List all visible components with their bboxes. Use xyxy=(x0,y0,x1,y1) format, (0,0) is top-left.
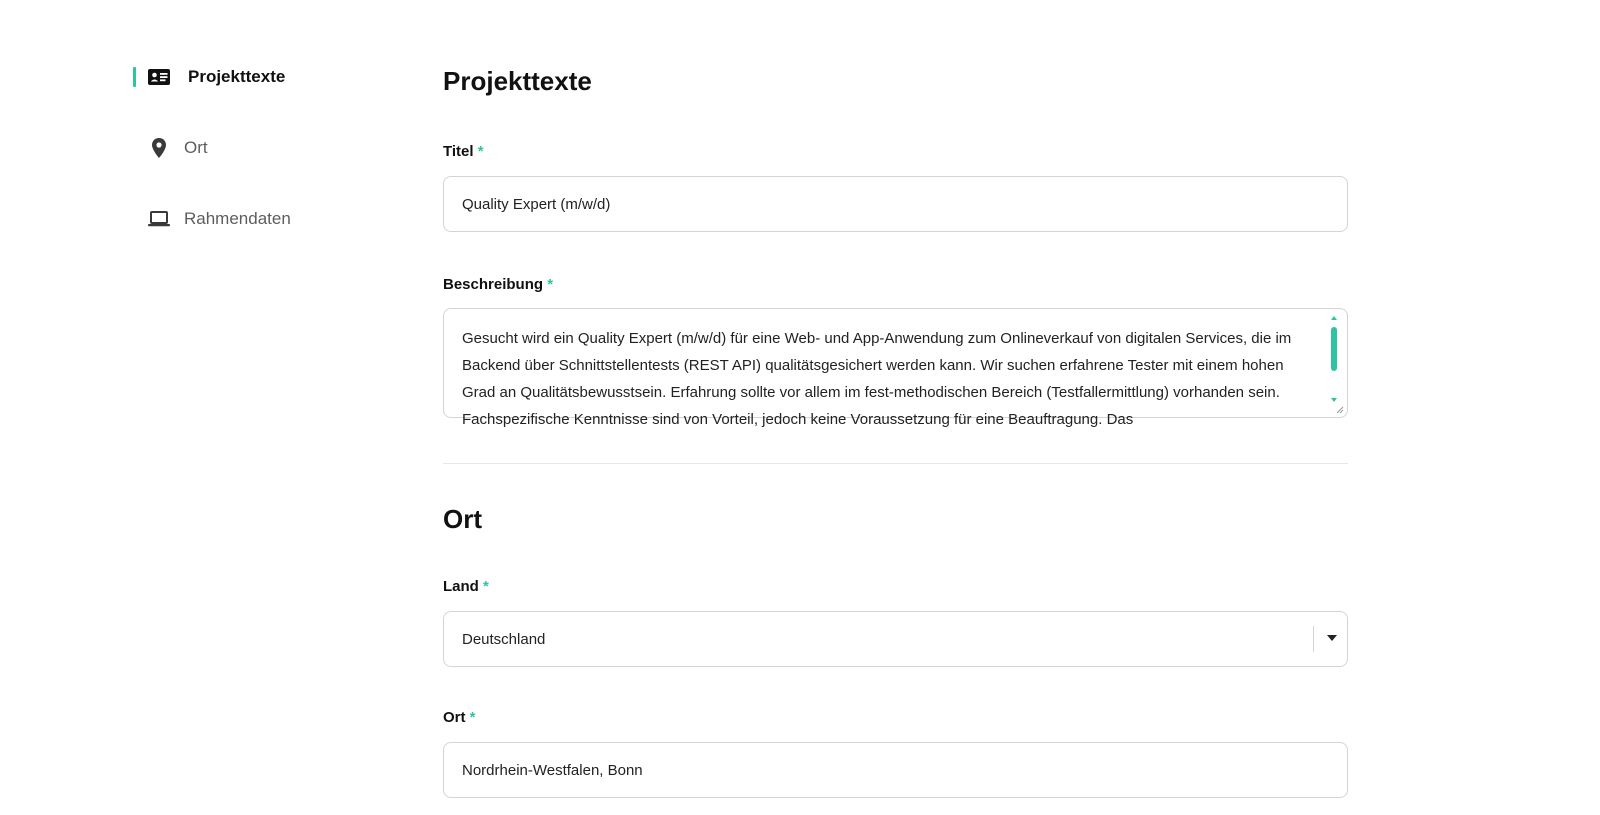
nav-item-ort[interactable] xyxy=(133,131,373,165)
land-label xyxy=(443,578,489,595)
required-mark: * xyxy=(469,709,476,726)
beschreibung-textarea-value: Gesucht wird ein Quality Expert (m/w/d) für eine Web- und App-Anwendung zum Onlineverkauf von digitalen Services, die im Backend über Schnittstellentests (REST API) qualitätsgesichert werden kann. Wir suchen erfahrene Tester mit einem hohen Grad an Qualitätsbewusstsein. Erfahrung sollte vor allem im fest-methodischen Bereich (Testfallermittlung) vorhanden sein. Fachspezifische Kenntnisse sind von Vorteil, jedoch keine Voraussetzung für eine Beauftragung. Das xyxy=(462,330,1292,428)
beschreibung-label xyxy=(443,276,553,293)
titel-input[interactable] xyxy=(443,176,1348,232)
chevron-down-icon[interactable] xyxy=(1327,635,1337,641)
scroll-thumb[interactable] xyxy=(1331,327,1337,371)
textarea-scrollbar[interactable] xyxy=(1330,315,1338,411)
scroll-down-icon[interactable] xyxy=(1330,397,1338,403)
ort-input-value: Nordrhein-Westfalen, Bonn xyxy=(462,761,643,779)
id-card-icon xyxy=(147,66,171,88)
select-separator xyxy=(1313,626,1314,652)
land-select[interactable] xyxy=(443,611,1348,667)
section-title-projekttexte: Projekttexte xyxy=(443,66,592,96)
titel-label-text: Titel xyxy=(443,143,474,160)
beschreibung-label-text: Beschreibung xyxy=(443,276,544,293)
ort-label xyxy=(443,709,476,726)
required-mark: * xyxy=(547,276,554,293)
section-divider xyxy=(443,463,1348,464)
location-pin-icon xyxy=(147,137,171,159)
scroll-up-icon[interactable] xyxy=(1330,315,1338,321)
titel-label xyxy=(443,143,484,160)
section-nav xyxy=(133,60,373,273)
nav-item-projekttexte[interactable] xyxy=(133,60,373,94)
land-label-text: Land xyxy=(443,578,479,595)
resize-grip-icon[interactable] xyxy=(1336,406,1344,414)
active-indicator xyxy=(133,67,136,87)
section-title-ort: Ort xyxy=(443,504,482,534)
nav-item-label: Projekttexte xyxy=(188,67,286,86)
ort-input[interactable] xyxy=(443,742,1348,798)
nav-item-rahmendaten[interactable] xyxy=(133,202,373,236)
required-mark: * xyxy=(483,578,489,595)
required-mark: * xyxy=(477,143,484,160)
beschreibung-textarea[interactable] xyxy=(443,308,1348,428)
laptop-icon xyxy=(147,208,171,230)
nav-item-label: Rahmendaten xyxy=(184,209,291,228)
nav-item-label: Ort xyxy=(184,138,208,157)
titel-input-value: Quality Expert (m/w/d) xyxy=(462,195,611,213)
land-select-value: Deutschland xyxy=(462,630,546,648)
ort-label-text: Ort xyxy=(443,709,466,726)
